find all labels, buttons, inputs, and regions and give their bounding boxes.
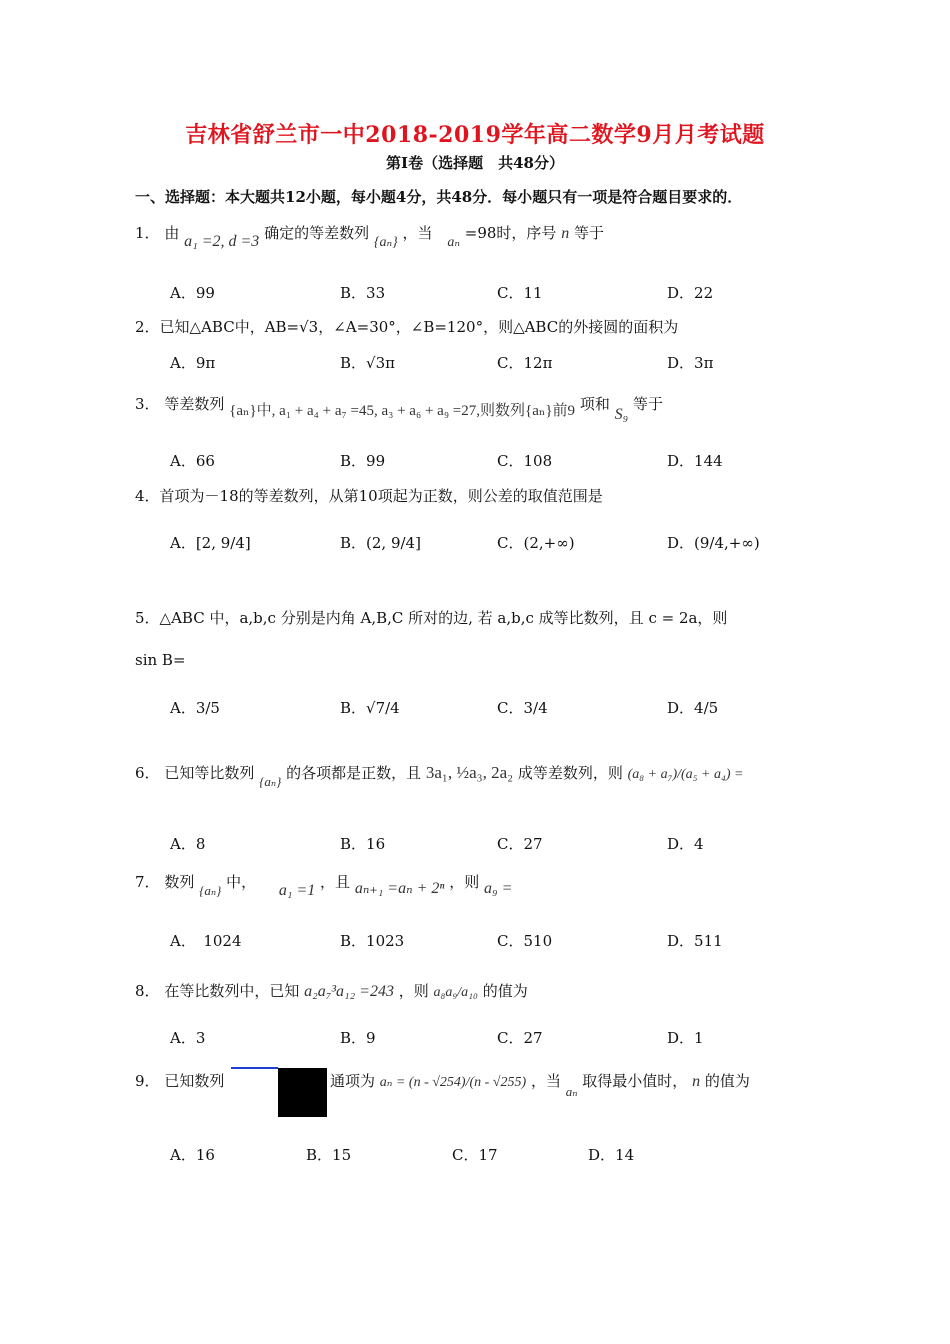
question-text: 已知数列: [164, 1072, 225, 1090]
question-text: △ABC 中，a,b,c 分别是内角 A,B,C 所对的边, 若 a,b,c 成等比数列，且 c = 2a，则: [159, 609, 728, 627]
question-text: 等差数列: [164, 395, 225, 413]
math-expression: aₙ: [565, 1084, 578, 1099]
math-expression: {aₙ}: [259, 774, 282, 789]
section-heading: 第Ⅰ卷（选择题 共48分）: [386, 154, 564, 172]
question-text: 首项为－18的等差数列，从第10项起为正数，则公差的取值范围是: [159, 487, 603, 505]
question-number: 6．: [135, 764, 160, 782]
question-number: 4．: [135, 487, 160, 505]
math-expression: n: [692, 1073, 701, 1090]
question-text: ，且: [320, 873, 351, 891]
question-text: 成等差数列，则: [517, 764, 623, 782]
question-text: 确定的等差数列: [264, 224, 370, 242]
question-text: 等于: [574, 224, 605, 242]
redaction-block: [278, 1068, 327, 1117]
section-instructions: 一、选择题：本大题共12小题，每小题4分，共48分．每小题只有一项是符合题目要求的．: [135, 188, 743, 206]
option-a[interactable]: A．99: [170, 284, 215, 302]
question-text: sin B=: [135, 651, 186, 669]
option-b[interactable]: B．9: [340, 1029, 376, 1047]
option-c[interactable]: C．108: [497, 452, 553, 470]
math-expression: a₂a₇³a₁₂ =243: [304, 983, 394, 1000]
math-expression: a₈a₉/a₁₀: [433, 985, 478, 1000]
question-5: [135, 607, 727, 628]
math-expression: a₉ =: [484, 880, 513, 897]
option-a[interactable]: A．3: [170, 1029, 206, 1047]
option-c[interactable]: C．510: [497, 932, 553, 950]
question-5-continued: [135, 651, 186, 669]
math-expression: (a₈ + a₇)/(a₅ + a₄) =: [627, 767, 744, 782]
question-9-rest: [330, 1070, 750, 1099]
option-c[interactable]: C．17: [452, 1146, 498, 1164]
question-2: [135, 316, 678, 337]
math-expression: {aₙ}: [199, 883, 222, 898]
math-expression: a₁ =1: [278, 882, 316, 899]
option-a[interactable]: A． 1024: [170, 932, 242, 950]
question-3: [135, 393, 663, 423]
math-expression: {aₙ}: [373, 235, 398, 250]
question-text: ，当: [530, 1072, 561, 1090]
option-d[interactable]: D．22: [667, 284, 714, 302]
question-text: 已知△ABC中，AB=√3，∠A=30°，∠B=120°，则△ABC的外接圆的面积为: [159, 318, 679, 336]
option-a[interactable]: A．9π: [170, 354, 216, 372]
option-d[interactable]: D．(9/4,+∞): [667, 534, 760, 552]
question-text: 通项为: [330, 1072, 376, 1090]
question-number: 3．: [135, 395, 160, 413]
option-a[interactable]: A．16: [170, 1146, 215, 1164]
option-b[interactable]: B．√7/4: [340, 699, 400, 717]
question-text: 数列: [164, 873, 195, 891]
option-c[interactable]: C．(2,+∞): [497, 534, 575, 552]
question-text: ，则: [398, 982, 429, 1000]
option-d[interactable]: D．3π: [667, 354, 714, 372]
math-expression: aₙ: [447, 235, 460, 250]
math-expression: aₙ = (n - √254)/(n - √255): [379, 1075, 527, 1090]
option-b[interactable]: B．15: [306, 1146, 352, 1164]
question-6: [135, 762, 744, 789]
math-expression: n: [561, 225, 570, 242]
question-text: ，当: [402, 224, 433, 242]
option-a[interactable]: A．3/5: [170, 699, 220, 717]
redaction-underline: [231, 1067, 278, 1069]
question-text: 由: [164, 224, 180, 242]
math-expression: a₁ =2, d =3: [184, 233, 260, 250]
option-a[interactable]: A．66: [170, 452, 215, 470]
option-c[interactable]: C．3/4: [497, 699, 548, 717]
question-8: [135, 980, 528, 1001]
exam-title: 吉林省舒兰市一中2018-2019学年高二数学9月月考试题: [185, 122, 765, 148]
option-b[interactable]: B．33: [340, 284, 386, 302]
question-text: =98时，序号: [464, 224, 557, 242]
option-d[interactable]: D．144: [667, 452, 723, 470]
option-b[interactable]: B．99: [340, 452, 386, 470]
option-d[interactable]: D．1: [667, 1029, 704, 1047]
option-b[interactable]: B．16: [340, 835, 386, 853]
option-c[interactable]: C．12π: [497, 354, 553, 372]
option-b[interactable]: B．(2, 9/4]: [340, 534, 421, 552]
question-7: [135, 871, 513, 899]
option-d[interactable]: D．4/5: [667, 699, 719, 717]
question-text: 的值为: [482, 982, 528, 1000]
option-c[interactable]: C．27: [497, 835, 543, 853]
question-number: 5．: [135, 609, 160, 627]
math-expression: 3a₁, ½a₃, 2a₂: [425, 763, 514, 782]
option-a[interactable]: A．[2, 9/4]: [170, 534, 251, 552]
question-text: 的值为: [704, 1072, 750, 1090]
question-text: 等于: [632, 395, 663, 413]
option-b[interactable]: B．√3π: [340, 354, 395, 372]
math-expression: S₉: [614, 406, 629, 423]
question-text: 已知等比数列: [164, 764, 255, 782]
question-text: 在等比数列中，已知: [164, 982, 300, 1000]
option-d[interactable]: D．14: [588, 1146, 635, 1164]
math-expression: aₙ₊₁ =aₙ + 2ⁿ: [354, 880, 445, 897]
option-c[interactable]: C．11: [497, 284, 543, 302]
question-number: 2．: [135, 318, 160, 336]
question-text: 取得最小值时，: [582, 1072, 688, 1090]
option-c[interactable]: C．27: [497, 1029, 543, 1047]
question-1: [135, 222, 605, 250]
question-text: 中，: [226, 873, 257, 891]
option-d[interactable]: D．511: [667, 932, 723, 950]
option-b[interactable]: B．1023: [340, 932, 405, 950]
question-number: 1．: [135, 224, 160, 242]
option-a[interactable]: A．8: [170, 835, 206, 853]
question-text: 的各项都是正数，且: [286, 764, 422, 782]
question-number: 9．: [135, 1072, 160, 1090]
option-d[interactable]: D．4: [667, 835, 704, 853]
question-4: [135, 485, 603, 506]
question-number: 8．: [135, 982, 160, 1000]
question-number: 7．: [135, 873, 160, 891]
question-9: [135, 1070, 224, 1091]
question-text: 项和: [579, 395, 610, 413]
question-text: ，则: [449, 873, 480, 891]
math-expression: {aₙ}中, a₁ + a₄ + a₇ =45, a₃ + a₆ + a₉ =27,则数列{aₙ}前9: [229, 403, 576, 419]
